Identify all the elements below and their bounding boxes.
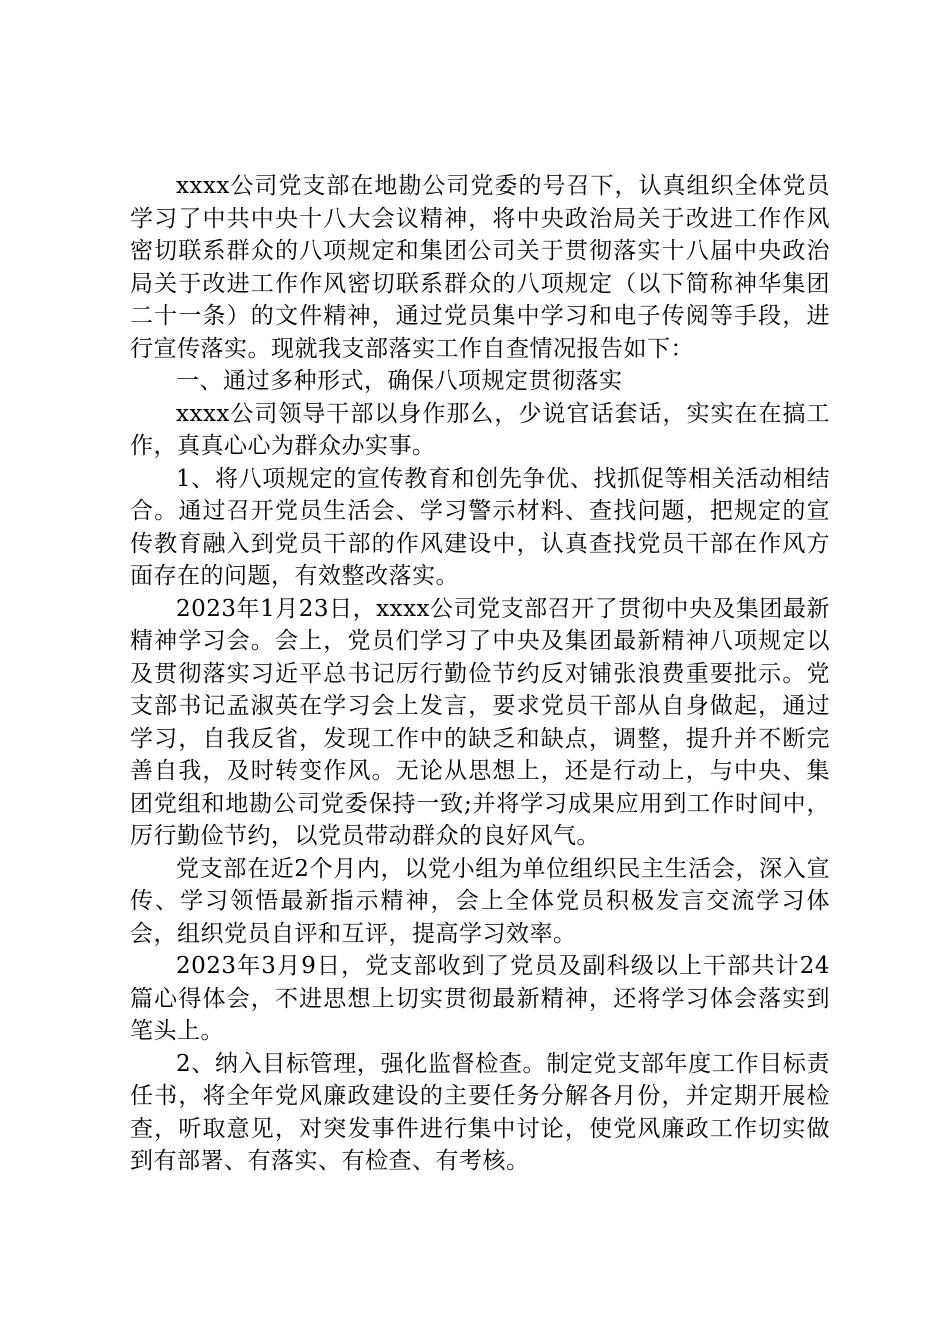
document-body: [130, 170, 830, 1178]
leadership-paragraph: xxxx公司领导干部以身作那么，少说官话套话，实实在在搞工作，真真心心为群众办实事。: [130, 400, 830, 459]
item-2-paragraph: 2、纳入目标管理，强化监督检查。制定党支部年度工作目标责任书，将全年党风廉政建设的主要任务分解各月份，并定期开展检查，听取意见，对突发事件进行集中讨论，使党风廉政工作切实做到有部署、有落实、有检查、有考核。: [130, 1050, 830, 1174]
section-heading: 一、通过多种形式，确保八项规定贯彻落实: [176, 368, 623, 394]
democratic-life-paragraph: 党支部在近2个月内，以党小组为单位组织民主生活会，深入宣传、学习领悟最新指示精神，会上全体党员积极发言交流学习体会，组织党员自评和互评，提高学习效率。: [130, 855, 830, 947]
item-1-paragraph: 1、将八项规定的宣传教育和创先争优、找抓促等相关活动相结合。通过召开党员生活会、学习警示材料、查找问题，把规定的宣传教育融入到党员干部的作风建设中，认真查找党员干部在作风方面存在的问题，有效整改落实。: [130, 465, 830, 589]
intro-paragraph: xxxx公司党支部在地勘公司党委的号召下，认真组织全体党员学习了中共中央十八大会议精神，将中央政治局关于改进工作作风密切联系群众的八项规定和集团公司关于贯彻落实十八届中央政治局关于改进工作作风密切联系群众的八项规定（以下简称神华集团二十一条）的文件精神，通过党员集中学习和电子传阅等手段，进行宣传落实。现就我支部落实工作自查情况报告如下：: [130, 173, 830, 362]
meeting-paragraph: 2023年1月23日，xxxx公司党支部召开了贯彻中央及集团最新精神学习会。会上，党员们学习了中央及集团最新精神八项规定以及贯彻落实习近平总书记厉行勤俭节约反对铺张浪费重要批示。党支部书记孟淑英在学习会上发言，要求党员干部从自身做起，通过学习，自我反省，发现工作中的缺乏和缺点，调整，提升并不断完善自我，及时转变作风。无论从思想上，还是行动上，与中央、集团党组和地勘公司党委保持一致;并将学习成果应用到工作时间中，厉行勤俭节约，以党员带动群众的良好风气。: [130, 595, 830, 849]
reflections-paragraph: 2023年3月9日，党支部收到了党员及副科级以上干部共计24篇心得体会，不进思想上切实贯彻最新精神，还将学习体会落实到笔头上。: [130, 953, 830, 1044]
